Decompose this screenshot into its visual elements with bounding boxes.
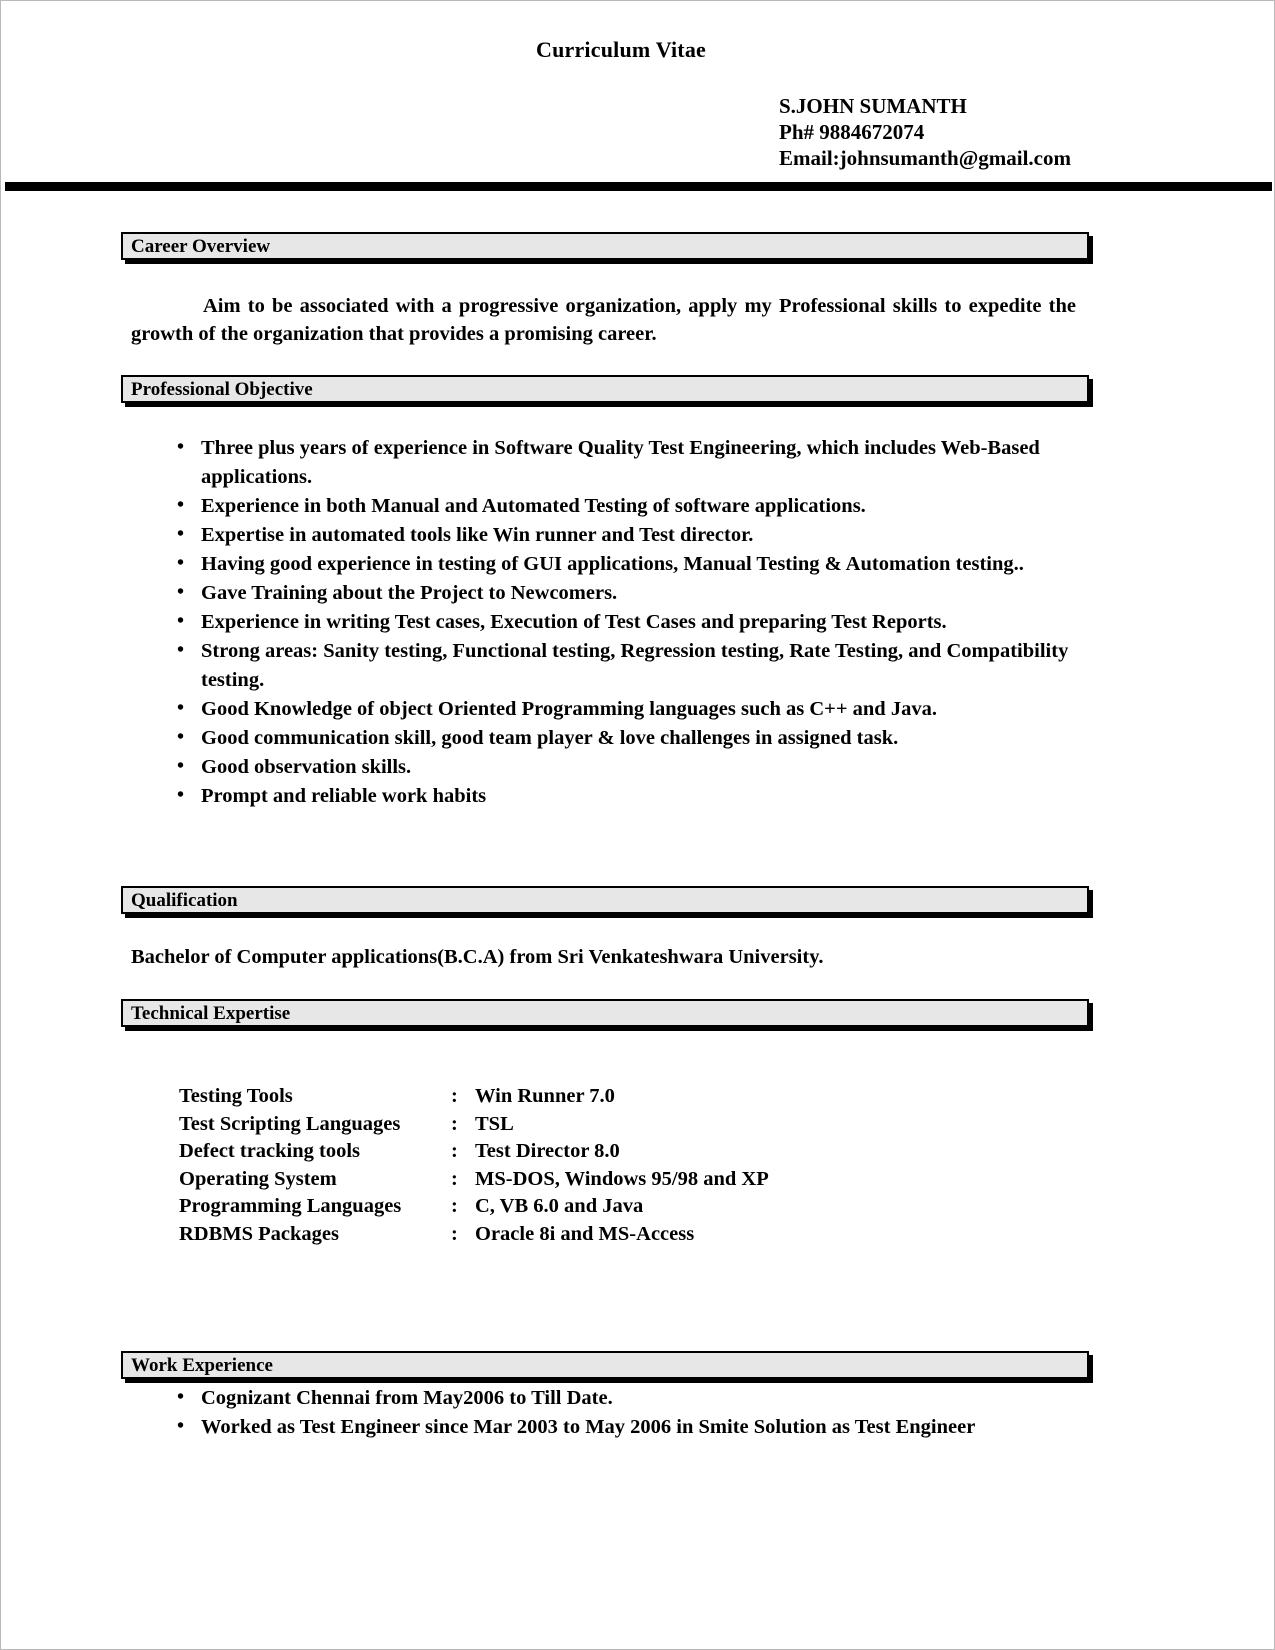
header-divider-rule bbox=[5, 182, 1272, 191]
tech-value: Oracle 8i and MS-Access bbox=[475, 1222, 695, 1245]
section-header-career-overview bbox=[121, 232, 1089, 260]
list-item bbox=[173, 1384, 1079, 1413]
list-item-text: Good observation skills. bbox=[201, 756, 412, 778]
professional-objective-list bbox=[173, 434, 1079, 811]
candidate-phone: Ph# 9884672074 bbox=[779, 120, 925, 144]
list-item-text: Cognizant Chennai from May2006 to Till Date. bbox=[201, 1387, 613, 1409]
list-item-text: Expertise in automated tools like Win runner and Test director. bbox=[201, 524, 754, 546]
tech-separator: : bbox=[451, 1140, 458, 1162]
list-item-text: Three plus years of experience in Software Quality Test Engineering, which includes Web-Based applications. bbox=[201, 437, 1040, 488]
candidate-name: S.JOHN SUMANTH bbox=[779, 94, 967, 118]
section-header-label: Work Experience bbox=[131, 1355, 273, 1376]
section-header-work-experience bbox=[121, 1351, 1089, 1379]
list-item bbox=[173, 521, 1079, 550]
tech-value: MS-DOS, Windows 95/98 and XP bbox=[475, 1167, 769, 1190]
tech-label: Operating System bbox=[179, 1167, 337, 1190]
list-item bbox=[173, 782, 1079, 811]
tech-label: RDBMS Packages bbox=[179, 1222, 340, 1245]
table-row bbox=[179, 1083, 769, 1111]
list-item bbox=[173, 724, 1079, 753]
tech-separator: : bbox=[451, 1085, 458, 1107]
list-item bbox=[173, 753, 1079, 782]
list-item-text: Gave Training about the Project to Newcomers. bbox=[201, 582, 618, 604]
section-header-label: Technical Expertise bbox=[131, 1003, 291, 1024]
list-item bbox=[173, 434, 1079, 492]
list-item bbox=[173, 1413, 1079, 1442]
list-item-text: Prompt and reliable work habits bbox=[201, 785, 487, 807]
list-item-text: Experience in both Manual and Automated Testing of software applications. bbox=[201, 495, 866, 517]
tech-label: Defect tracking tools bbox=[179, 1140, 361, 1162]
contact-block bbox=[779, 93, 1071, 171]
section-header-professional-objective bbox=[121, 375, 1089, 403]
list-item-text: Worked as Test Engineer since Mar 2003 to May 2006 in Smite Solution as Test Engineer bbox=[201, 1416, 976, 1438]
table-row bbox=[179, 1193, 769, 1221]
tech-separator: : bbox=[451, 1222, 458, 1245]
tech-value: Win Runner 7.0 bbox=[475, 1085, 615, 1107]
list-item bbox=[173, 695, 1079, 724]
candidate-email: Email:johnsumanth@gmail.com bbox=[779, 146, 1071, 170]
table-row bbox=[179, 1138, 769, 1166]
tech-label: Programming Languages bbox=[179, 1195, 402, 1217]
list-item bbox=[173, 637, 1079, 695]
tech-label: Testing Tools bbox=[179, 1085, 293, 1107]
table-row bbox=[179, 1166, 769, 1194]
section-header-technical-expertise bbox=[121, 999, 1089, 1027]
list-item bbox=[173, 492, 1079, 521]
tech-label: Test Scripting Languages bbox=[179, 1112, 401, 1135]
list-item bbox=[173, 550, 1079, 579]
work-experience-list bbox=[173, 1384, 1079, 1442]
list-item-text: Experience in writing Test cases, Execution of Test Cases and preparing Test Reports. bbox=[201, 611, 947, 633]
list-item-text: Good communication skill, good team player & love challenges in assigned task. bbox=[201, 727, 899, 749]
table-row bbox=[179, 1221, 769, 1249]
career-overview-paragraph: Aim to be associated with a progressive organization, apply my Professional skills to expedite the growth of the organization that provides a promising career. bbox=[131, 295, 1076, 345]
page-title: Curriculum Vitae bbox=[535, 37, 706, 62]
section-header-qualification bbox=[121, 886, 1089, 914]
section-header-label: Professional Objective bbox=[131, 379, 313, 400]
tech-value: Test Director 8.0 bbox=[475, 1140, 620, 1162]
list-item bbox=[173, 608, 1079, 637]
technical-expertise-table bbox=[179, 1083, 769, 1248]
list-item-text: Strong areas: Sanity testing, Functional testing, Regression testing, Rate Testing, and Compatibility testing. bbox=[201, 640, 1069, 691]
section-header-label: Qualification bbox=[131, 890, 238, 911]
list-item bbox=[173, 579, 1079, 608]
list-item-text: Having good experience in testing of GUI applications, Manual Testing & Automation testing.. bbox=[201, 553, 1024, 575]
table-row bbox=[179, 1111, 769, 1139]
tech-separator: : bbox=[451, 1112, 458, 1135]
qualification-text: Bachelor of Computer applications(B.C.A) from Sri Venkateshwara University. bbox=[131, 946, 824, 968]
tech-separator: : bbox=[451, 1195, 458, 1217]
section-header-label: Career Overview bbox=[131, 236, 271, 257]
tech-value: TSL bbox=[475, 1112, 514, 1135]
tech-value: C, VB 6.0 and Java bbox=[475, 1195, 644, 1217]
tech-separator: : bbox=[451, 1167, 458, 1190]
list-item-text: Good Knowledge of object Oriented Programming languages such as C++ and Java. bbox=[201, 698, 937, 720]
